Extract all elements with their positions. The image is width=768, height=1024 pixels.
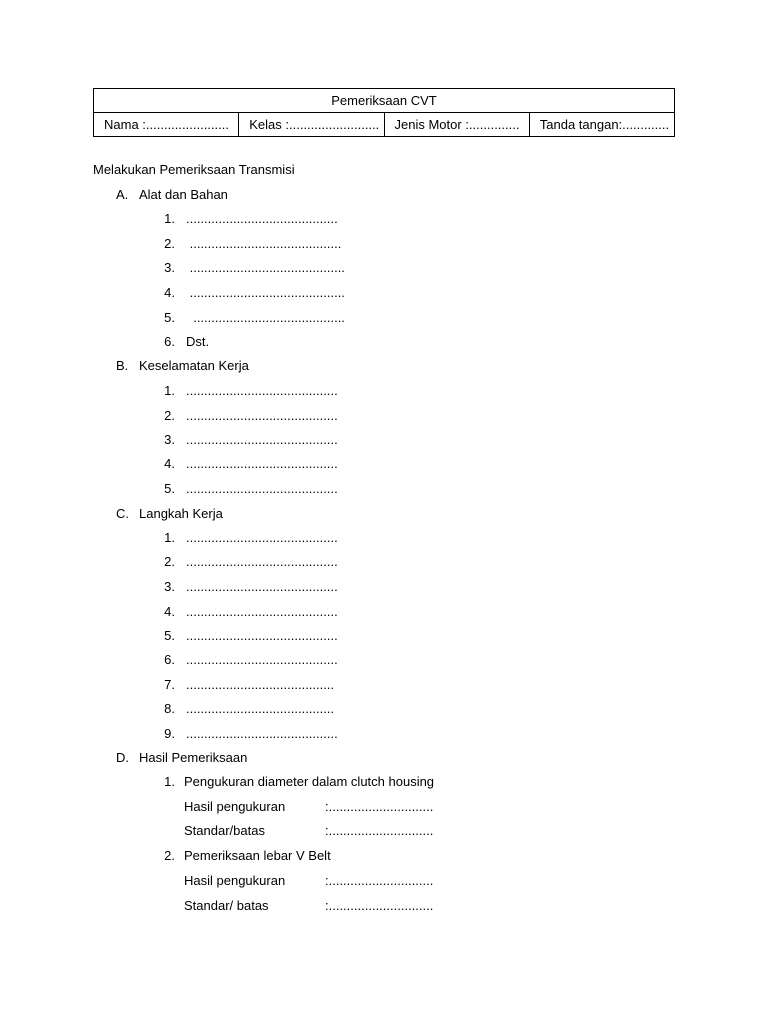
item-text: .......................................... xyxy=(186,211,338,226)
item-number: 1. xyxy=(164,211,175,226)
item-number: 3. xyxy=(164,579,175,594)
item-number: 5. xyxy=(164,628,175,643)
item-text: .......................................... xyxy=(186,432,338,447)
item-number: 2. xyxy=(164,554,175,569)
item-number: 5. xyxy=(164,310,175,325)
section-label: Keselamatan Kerja xyxy=(139,358,249,373)
item-number: 2. xyxy=(164,408,175,423)
result-value: :............................. xyxy=(325,898,434,913)
item-number: 1. xyxy=(164,774,175,789)
result-value: :............................. xyxy=(325,873,434,888)
item-number: 2. xyxy=(164,848,175,863)
item-text: Dst. xyxy=(186,334,210,349)
result-label: Hasil pengukuran xyxy=(184,799,286,814)
item-text: ........................................... xyxy=(186,285,345,300)
item-text: Pemeriksaan lebar V Belt xyxy=(184,848,331,863)
header-fields-row xyxy=(94,113,675,137)
item-number: 2. xyxy=(164,236,175,251)
item-text: .......................................... xyxy=(186,481,338,496)
item-text: Pengukuran diameter dalam clutch housing xyxy=(184,774,435,789)
section-label: Hasil Pemeriksaan xyxy=(139,750,248,765)
item-text: .......................................... xyxy=(186,726,338,741)
item-text: .......................................... xyxy=(186,579,338,594)
item-text: ........................................... xyxy=(186,260,345,275)
field-tanda-tangan: Tanda tangan:............. xyxy=(529,113,674,137)
result-value: :............................. xyxy=(325,823,434,838)
item-text: .......................................... xyxy=(186,530,338,545)
section-label: Alat dan Bahan xyxy=(139,187,228,202)
item-number: 1. xyxy=(164,530,175,545)
field-jenis-motor: Jenis Motor :.............. xyxy=(384,113,529,137)
header-table xyxy=(93,88,675,137)
result-label: Standar/ batas xyxy=(184,898,269,913)
item-text: .......................................... xyxy=(186,652,338,667)
item-number: 6. xyxy=(164,652,175,667)
header-title-row xyxy=(94,89,675,113)
item-text: .......................................... xyxy=(186,456,338,471)
item-text: .......................................... xyxy=(186,310,345,325)
result-label: Standar/batas xyxy=(184,823,265,838)
item-number: 3. xyxy=(164,432,175,447)
item-text: .......................................... xyxy=(186,408,338,423)
section-letter: A. xyxy=(116,187,129,202)
header-title: Pemeriksaan CVT xyxy=(94,89,675,113)
item-number: 1. xyxy=(164,383,175,398)
section-title: Melakukan Pemeriksaan Transmisi xyxy=(93,162,295,177)
field-nama: Nama :....................... xyxy=(94,113,239,137)
field-kelas: Kelas :......................... xyxy=(239,113,384,137)
result-label: Hasil pengukuran xyxy=(184,873,286,888)
item-text: .......................................... xyxy=(186,383,338,398)
item-text: .......................................... xyxy=(186,236,342,251)
item-text: ......................................... xyxy=(186,701,335,716)
item-number: 3. xyxy=(164,260,175,275)
item-number: 9. xyxy=(164,726,175,741)
item-number: 6. xyxy=(164,334,175,349)
item-number: 7. xyxy=(164,677,175,692)
item-text: ......................................... xyxy=(186,677,335,692)
item-number: 5. xyxy=(164,481,175,496)
item-number: 4. xyxy=(164,604,175,619)
section-letter: D. xyxy=(116,750,129,765)
section-letter: B. xyxy=(116,358,129,373)
section-label: Langkah Kerja xyxy=(139,506,223,521)
item-number: 4. xyxy=(164,285,175,300)
item-number: 8. xyxy=(164,701,175,716)
result-value: :............................. xyxy=(325,799,434,814)
item-number: 4. xyxy=(164,456,175,471)
item-text: .......................................... xyxy=(186,628,338,643)
item-text: .......................................... xyxy=(186,604,338,619)
section-letter: C. xyxy=(116,506,129,521)
item-text: .......................................... xyxy=(186,554,338,569)
